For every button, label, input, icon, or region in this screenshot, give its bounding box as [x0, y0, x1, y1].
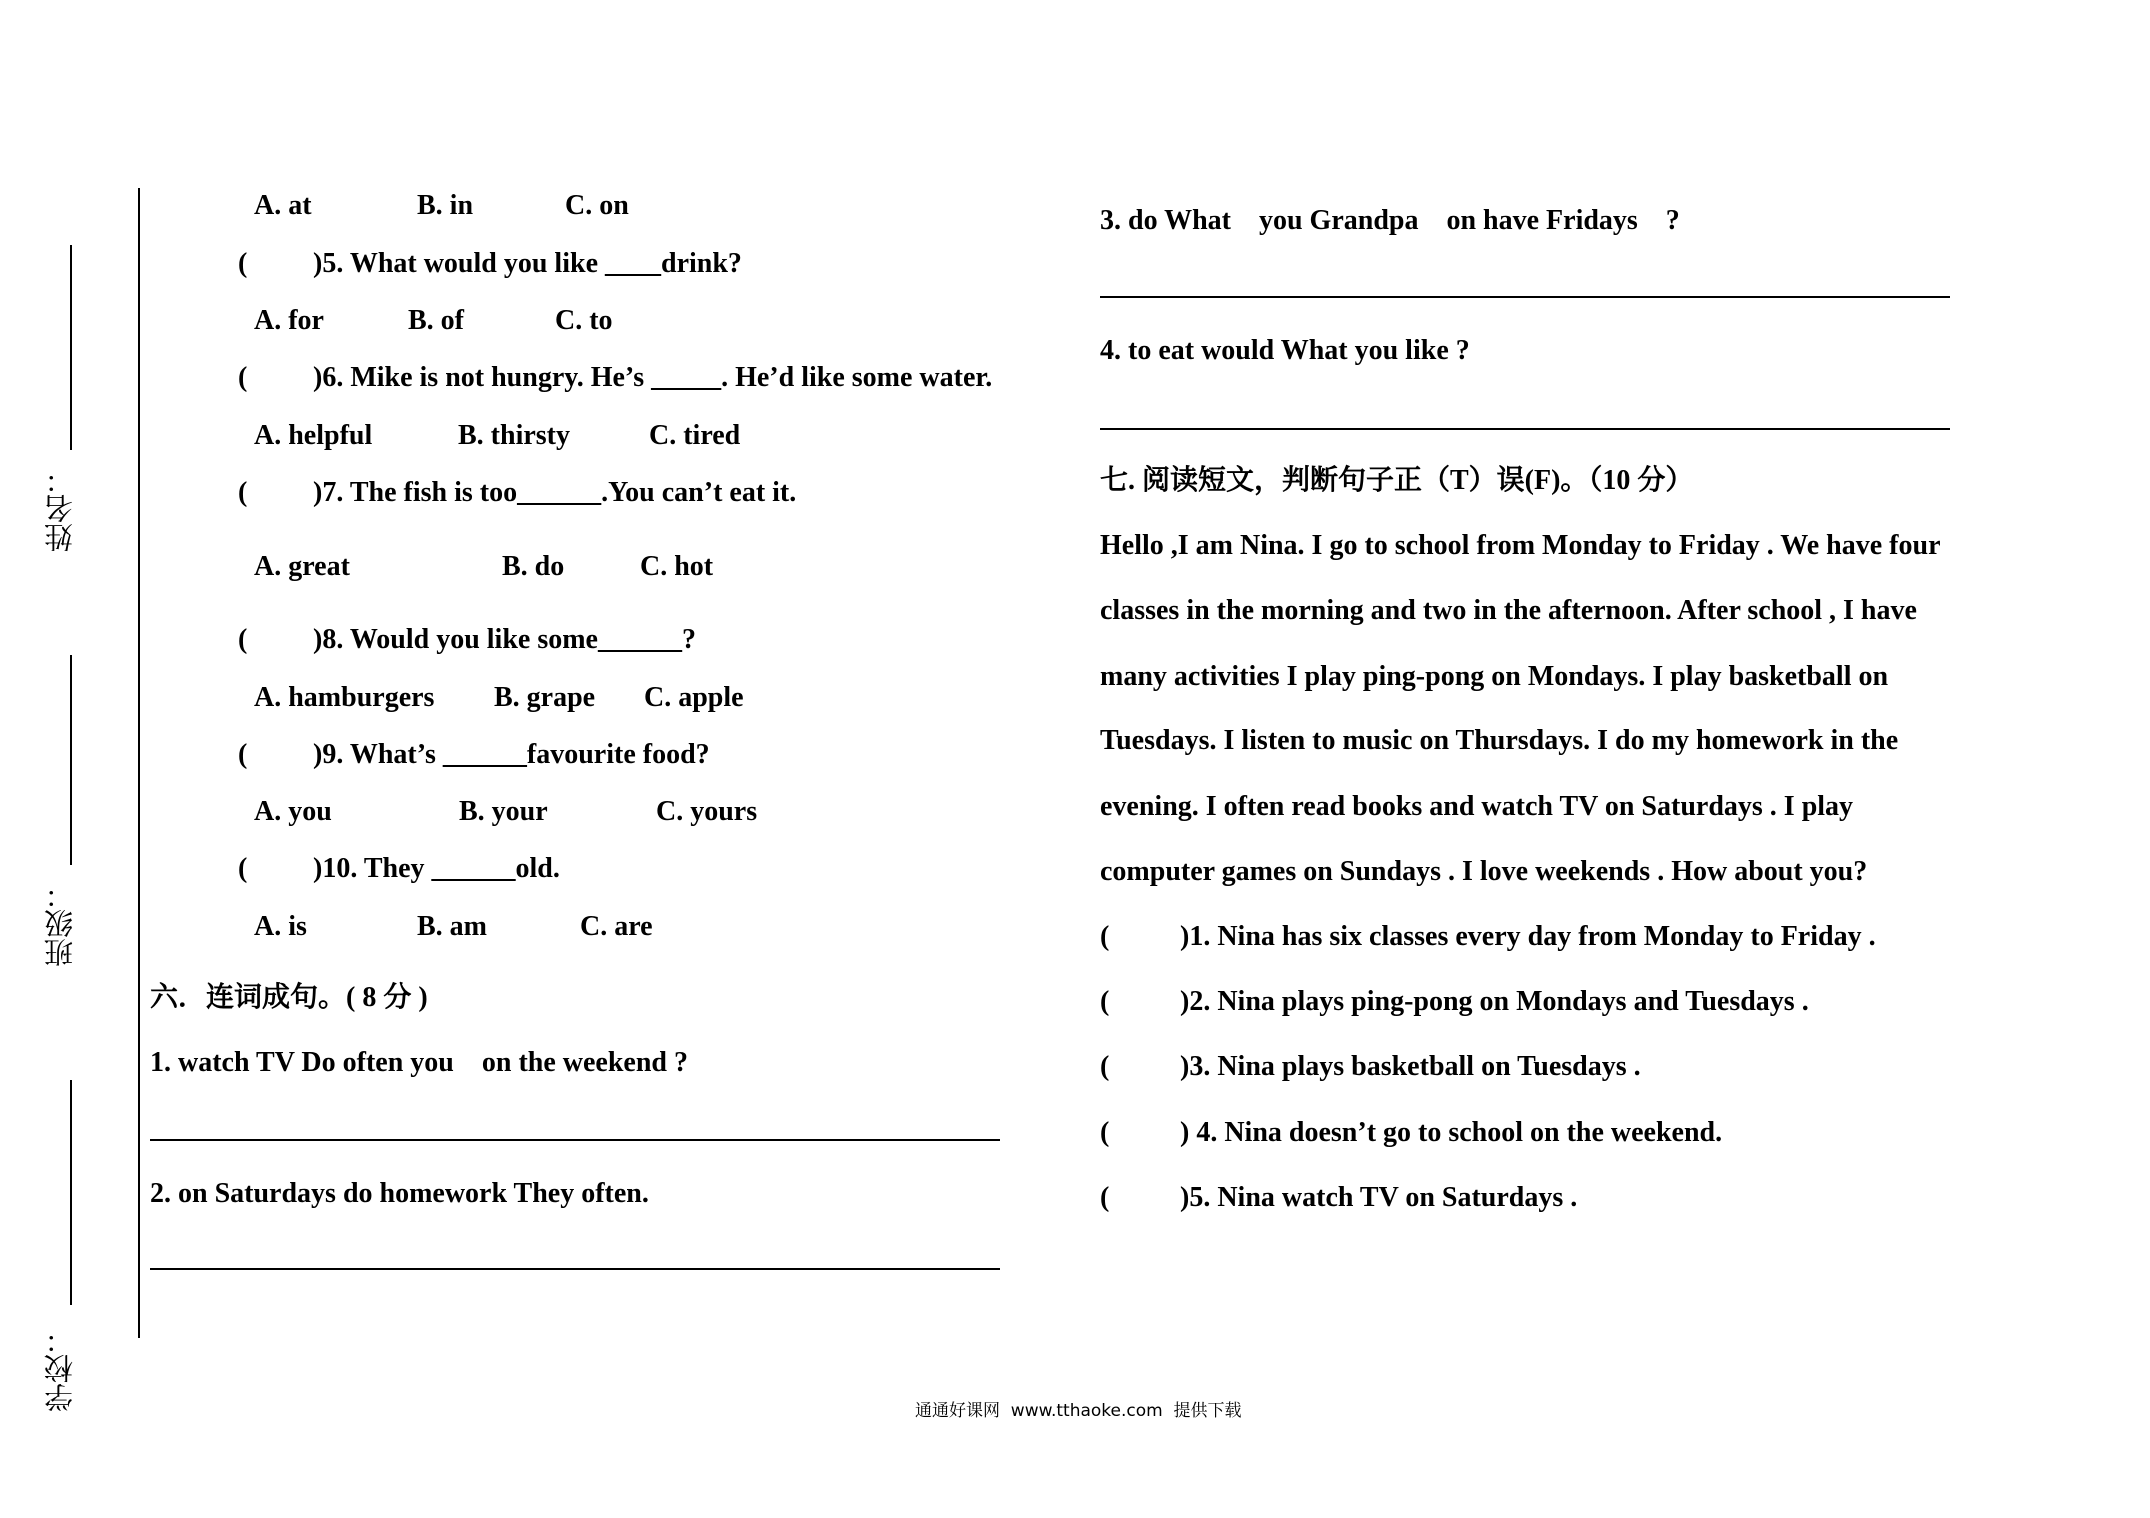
sentence-3-words: 3. do What you Grandpa on have Fridays ? — [1100, 205, 1680, 236]
passage-line: evening. I often read books and watch TV on Saturdays . I play — [1100, 791, 1854, 822]
q8-option-a: A. hamburgers — [254, 682, 435, 713]
q8-stem: )8. Would you like some______? — [313, 624, 696, 655]
q9-option-b: B. your — [459, 796, 548, 827]
q7-option-a: A. great — [254, 551, 350, 582]
sentence-4-answer-line[interactable] — [1100, 428, 1950, 430]
tf4-answer-paren[interactable]: ( — [1100, 1117, 1110, 1148]
q6-answer-paren[interactable]: ( — [238, 362, 248, 393]
q8-answer-paren[interactable]: ( — [238, 624, 248, 655]
passage-line: computer games on Sundays . I love weekends . How about you? — [1100, 856, 1868, 887]
passage-line: Hello ,I am Nina. I go to school from Monday to Friday . We have four — [1100, 530, 1941, 561]
tf5-statement: )5. Nina watch TV on Saturdays . — [1180, 1182, 1578, 1213]
sentence-3-answer-line[interactable] — [1100, 296, 1950, 298]
footer-source: 通通好课网 www.tthaoke.com 提供下载 — [915, 1401, 1242, 1421]
class-label: 班级： — [45, 880, 77, 967]
q4-option-b: B. in — [417, 190, 474, 221]
tf2-answer-paren[interactable]: ( — [1100, 986, 1110, 1017]
passage-line: classes in the morning and two in the afternoon. After school , I have — [1100, 595, 1917, 626]
q7-answer-paren[interactable]: ( — [238, 477, 248, 508]
section7-title: 七. 阅读短文，判断句子正（T）误(F)。（10 分） — [1100, 465, 1694, 496]
q6-option-b: B. thirsty — [458, 420, 570, 451]
name-label: 姓名： — [45, 465, 77, 552]
section6-title: 六．连词成句。( 8 分 ) — [150, 982, 428, 1013]
q10-option-a: A. is — [254, 911, 307, 942]
q5-option-a: A. for — [254, 305, 324, 336]
q9-option-c: C. yours — [656, 796, 758, 827]
q9-answer-paren[interactable]: ( — [238, 739, 248, 770]
q7-option-b: B. do — [502, 551, 565, 582]
sentence-1-answer-line[interactable] — [150, 1139, 1000, 1141]
q7-option-c: C. hot — [640, 551, 714, 582]
school-line — [70, 1080, 72, 1305]
q5-option-c: C. to — [555, 305, 613, 336]
sentence-2-answer-line[interactable] — [150, 1268, 1000, 1270]
name-line — [70, 245, 72, 450]
q10-option-b: B. am — [417, 911, 487, 942]
passage-line: Tuesdays. I listen to music on Thursdays. I do my homework in the — [1100, 725, 1899, 756]
sentence-4-words: 4. to eat would What you like ? — [1100, 335, 1470, 366]
q10-stem: )10. They ______old. — [313, 853, 560, 884]
q6-option-a: A. helpful — [254, 420, 373, 451]
tf1-answer-paren[interactable]: ( — [1100, 921, 1110, 952]
q5-stem: )5. What would you like ____drink? — [313, 248, 742, 279]
tf1-statement: )1. Nina has six classes every day from Monday to Friday . — [1180, 921, 1876, 952]
q4-option-a: A. at — [254, 190, 312, 221]
q4-option-c: C. on — [565, 190, 629, 221]
sentence-1-words: 1. watch TV Do often you on the weekend ? — [150, 1047, 688, 1078]
q9-option-a: A. you — [254, 796, 332, 827]
binding-line — [138, 188, 140, 1338]
q10-answer-paren[interactable]: ( — [238, 853, 248, 884]
tf3-answer-paren[interactable]: ( — [1100, 1051, 1110, 1082]
q9-stem: )9. What’s ______favourite food? — [313, 739, 710, 770]
q7-stem: )7. The fish is too______.You can’t eat it. — [313, 477, 797, 508]
tf4-statement: ) 4. Nina doesn’t go to school on the weekend. — [1180, 1117, 1723, 1148]
q8-option-b: B. grape — [494, 682, 596, 713]
q8-option-c: C. apple — [644, 682, 744, 713]
q6-option-c: C. tired — [649, 420, 741, 451]
q6-stem: )6. Mike is not hungry. He’s _____. He’d like some water. — [313, 362, 993, 393]
q5-option-b: B. of — [408, 305, 464, 336]
tf2-statement: )2. Nina plays ping-pong on Mondays and Tuesdays . — [1180, 986, 1809, 1017]
q10-option-c: C. are — [580, 911, 653, 942]
class-line — [70, 655, 72, 865]
school-label: 学校： — [45, 1325, 77, 1412]
tf3-statement: )3. Nina plays basketball on Tuesdays . — [1180, 1051, 1641, 1082]
tf5-answer-paren[interactable]: ( — [1100, 1182, 1110, 1213]
q5-answer-paren[interactable]: ( — [238, 248, 248, 279]
passage-line: many activities I play ping-pong on Mondays. I play basketball on — [1100, 661, 1889, 692]
sentence-2-words: 2. on Saturdays do homework They often. — [150, 1178, 649, 1209]
